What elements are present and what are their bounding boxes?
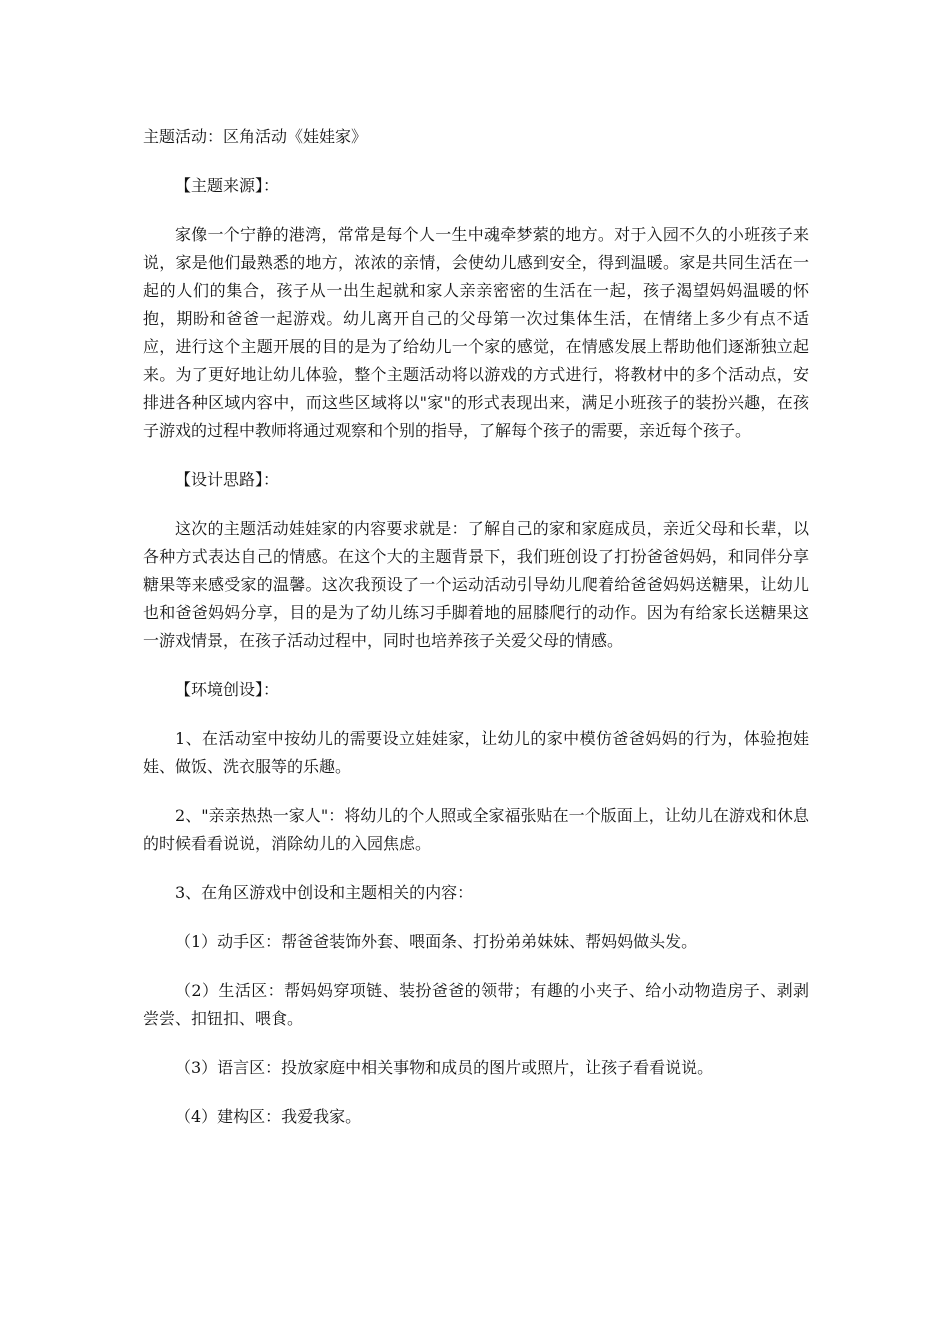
environment-subitem-building: （4）建构区：我爱我家。 — [175, 1107, 362, 1126]
source-heading: 【主题来源】： — [175, 176, 280, 195]
environment-subitem-hands-on: （1）动手区：帮爸爸装饰外套、喂面条、打扮弟弟妹妹、帮妈妈做头发。 — [175, 932, 698, 951]
design-paragraph: 这次的主题活动娃娃家的内容要求就是：了解自己的家和家庭成员，亲近父母和长辈，以各种方式表达自己的情感。在这个大的主题背景下，我们班创设了打扮爸爸妈妈，和同伴分享糖果等来感受家的温馨。这次我预设了一个运动活动引导幼儿爬着给爸爸妈妈送糖果，让幼儿也和爸爸妈妈分享，目的是为了幼儿练习手脚着地的屈膝爬行的动作。因为有给家长送糖果这一游戏情景，在孩子活动过程中，同时也培养孩子关爱父母的情感。 — [143, 519, 809, 650]
environment-item-2: 2、"亲亲热热一家人"：将幼儿的个人照或全家福张贴在一个版面上，让幼儿在游戏和休息的时候看看说说，消除幼儿的入园焦虑。 — [143, 806, 809, 853]
environment-subitem-language: （3）语言区：投放家庭中相关事物和成员的图片或照片，让孩子看看说说。 — [175, 1058, 714, 1077]
environment-heading: 【环境创设】： — [175, 680, 280, 699]
environment-item-1: 1、在活动室中按幼儿的需要设立娃娃家，让幼儿的家中模仿爸爸妈妈的行为，体验抱娃娃、做饭、洗衣服等的乐趣。 — [143, 729, 809, 776]
source-paragraph: 家像一个宁静的港湾，常常是每个人一生中魂牵梦萦的地方。对于入园不久的小班孩子来说，家是他们最熟悉的地方，浓浓的亲情，会使幼儿感到安全，得到温暖。家是共同生活在一起的人们的集合，孩子从一出生起就和家人亲亲密密的生活在一起，孩子渴望妈妈温暖的怀抱，期盼和爸爸一起游戏。幼儿离开自己的父母第一次过集体生活，在情绪上多少有点不适应，进行这个主题开展的目的是为了给幼儿一个家的感觉，在情感发展上帮助他们逐渐独立起来。为了更好地让幼儿体验，整个主题活动将以游戏的方式进行，将教材中的多个活动点，安排进各种区域内容中，而这些区域将以"家"的形式表现出来，满足小班孩子的装扮兴趣，在孩子游戏的过程中教师将通过观察和个别的指导，了解每个孩子的需要，亲近每个孩子。 — [143, 225, 809, 440]
environment-item-3: 3、在角区游戏中创设和主题相关的内容： — [175, 883, 474, 902]
environment-subitem-life: （2）生活区：帮妈妈穿项链、装扮爸爸的领带；有趣的小夹子、给小动物造房子、剥剥尝尝、扣钮扣、喂食。 — [143, 981, 809, 1028]
design-heading: 【设计思路】： — [175, 470, 280, 489]
document-body — [143, 123, 809, 1152]
document-title: 主题活动：区角活动《娃娃家》 — [143, 127, 368, 146]
